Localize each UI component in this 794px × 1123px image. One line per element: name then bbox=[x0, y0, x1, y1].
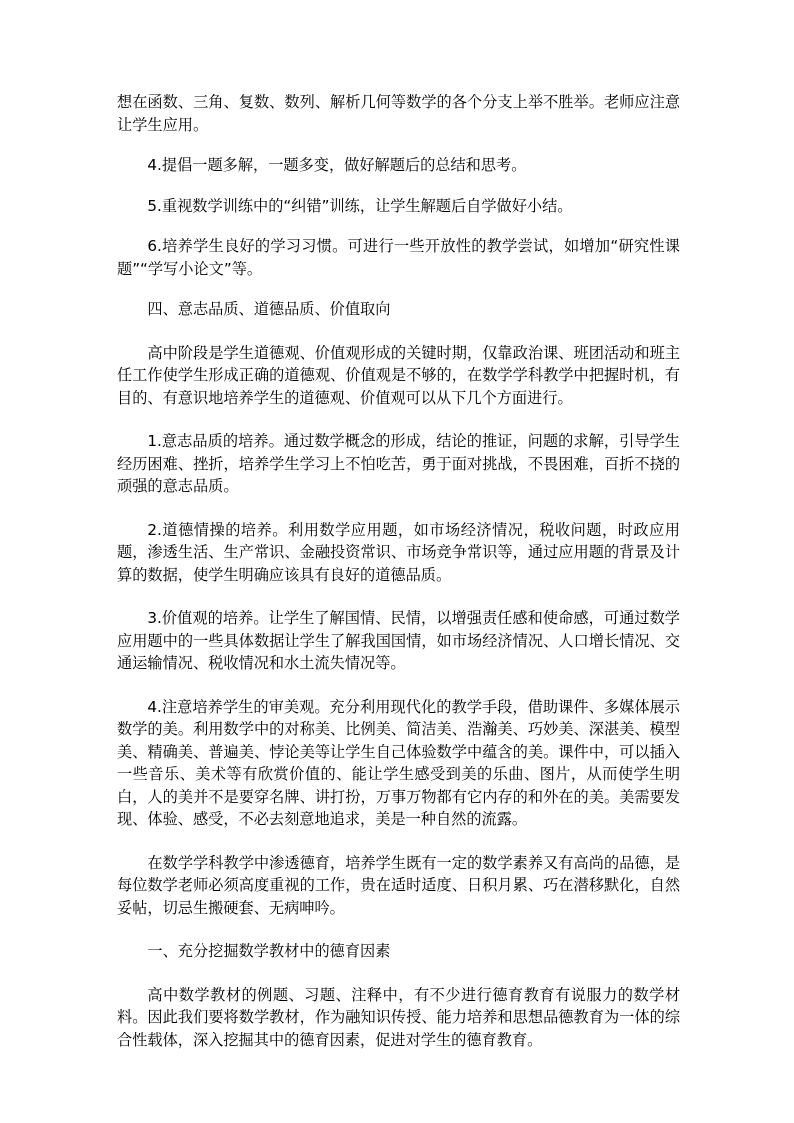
paragraph-aesthetics: 4.注意培养学生的审美观。充分利用现代化的教学手段，借助课件、多媒体展示数学的美。利用数学中的对称美、比例美、简洁美、浩瀚美、巧妙美、深湛美、模型美、精确美、普遍美、悖论美等让学生自己体验数学中蕴含的美。课件中，可以插入一些音乐、美术等有欣赏价值的、能让学生感受到美的乐曲、图片，从而使学生明白，人的美并不是要穿名牌、讲打扮，万事万物都有它内存的和外在的美。美需要发现、体验、感受，不必去刻意地追求，美是一种自然的流露。 bbox=[117, 697, 680, 828]
paragraph-continuation: 想在函数、三角、复数、数列、解析几何等数学的各个分支上举不胜举。老师应注意让学生应用。 bbox=[117, 93, 680, 134]
paragraph-item-5: 5.重视数学训练中的“纠错”训练，让学生解题后自学做好小结。 bbox=[147, 196, 573, 215]
section-heading-4: 四、意志品质、道德品质、价值取向 bbox=[147, 300, 391, 318]
paragraph-textbook: 高中数学教材的例题、习题、注释中，有不少进行德育教育有说服力的数学材料。因此我们要将数学教材，作为融知识传授、能力培养和思想品德教育为一体的综合性载体，深入挖掘其中的德育因素，促进对学生的德育教育。 bbox=[117, 985, 680, 1049]
section-heading-1: 一、充分挖掘数学教材中的德育因素 bbox=[147, 942, 391, 960]
document-body bbox=[117, 91, 680, 1051]
paragraph-item-6: 6.培养学生良好的学习习惯。可进行一些开放性的教学尝试，如增加“研究性课题”“学写小论文”等。 bbox=[117, 237, 680, 278]
paragraph-item-4: 4.提倡一题多解，一题多变，做好解题后的总结和思考。 bbox=[147, 156, 527, 174]
paragraph-will-quality: 1.意志品质的培养。通过数学概念的形成，结论的推证，问题的求解，引导学生经历困难、挫折，培养学生学习上不怕吃苦，勇于面对挑战，不畏困难，百折不挠的顽强的意志品质。 bbox=[117, 432, 680, 495]
paragraph-intro: 高中阶段是学生道德观、价值观形成的关键时期，仅靠政治课、班团活动和班主任工作使学生形成正确的道德观、价值观是不够的，在数学学科教学中把握时机，有目的、有意识地培养学生的道德观、价值观可以从下几个方面进行。 bbox=[117, 343, 680, 407]
paragraph-values: 3.价值观的培养。让学生了解国情、民情，以增强责任感和使命感，可通过数学应用题中的一些具体数据让学生了解我国国情，如市场经济情况、人口增长情况、交通运输情况、税收情况和水土流失情况等。 bbox=[117, 609, 680, 672]
paragraph-summary: 在数学学科教学中渗透德育，培养学生既有一定的数学素养又有高尚的品德，是每位数学老师必须高度重视的工作，贵在适时适度、日积月累、巧在潜移默化，自然妥帖，切忌生搬硬套、无病呻吟。 bbox=[117, 853, 680, 917]
paragraph-moral-sentiment: 2.道德情操的培养。利用数学应用题，如市场经济情况，税收问题，时政应用题，渗透生活、生产常识、金融投资常识、市场竞争常识等，通过应用题的背景及计算的数据，使学生明确应该具有良好的道德品质。 bbox=[117, 520, 680, 584]
